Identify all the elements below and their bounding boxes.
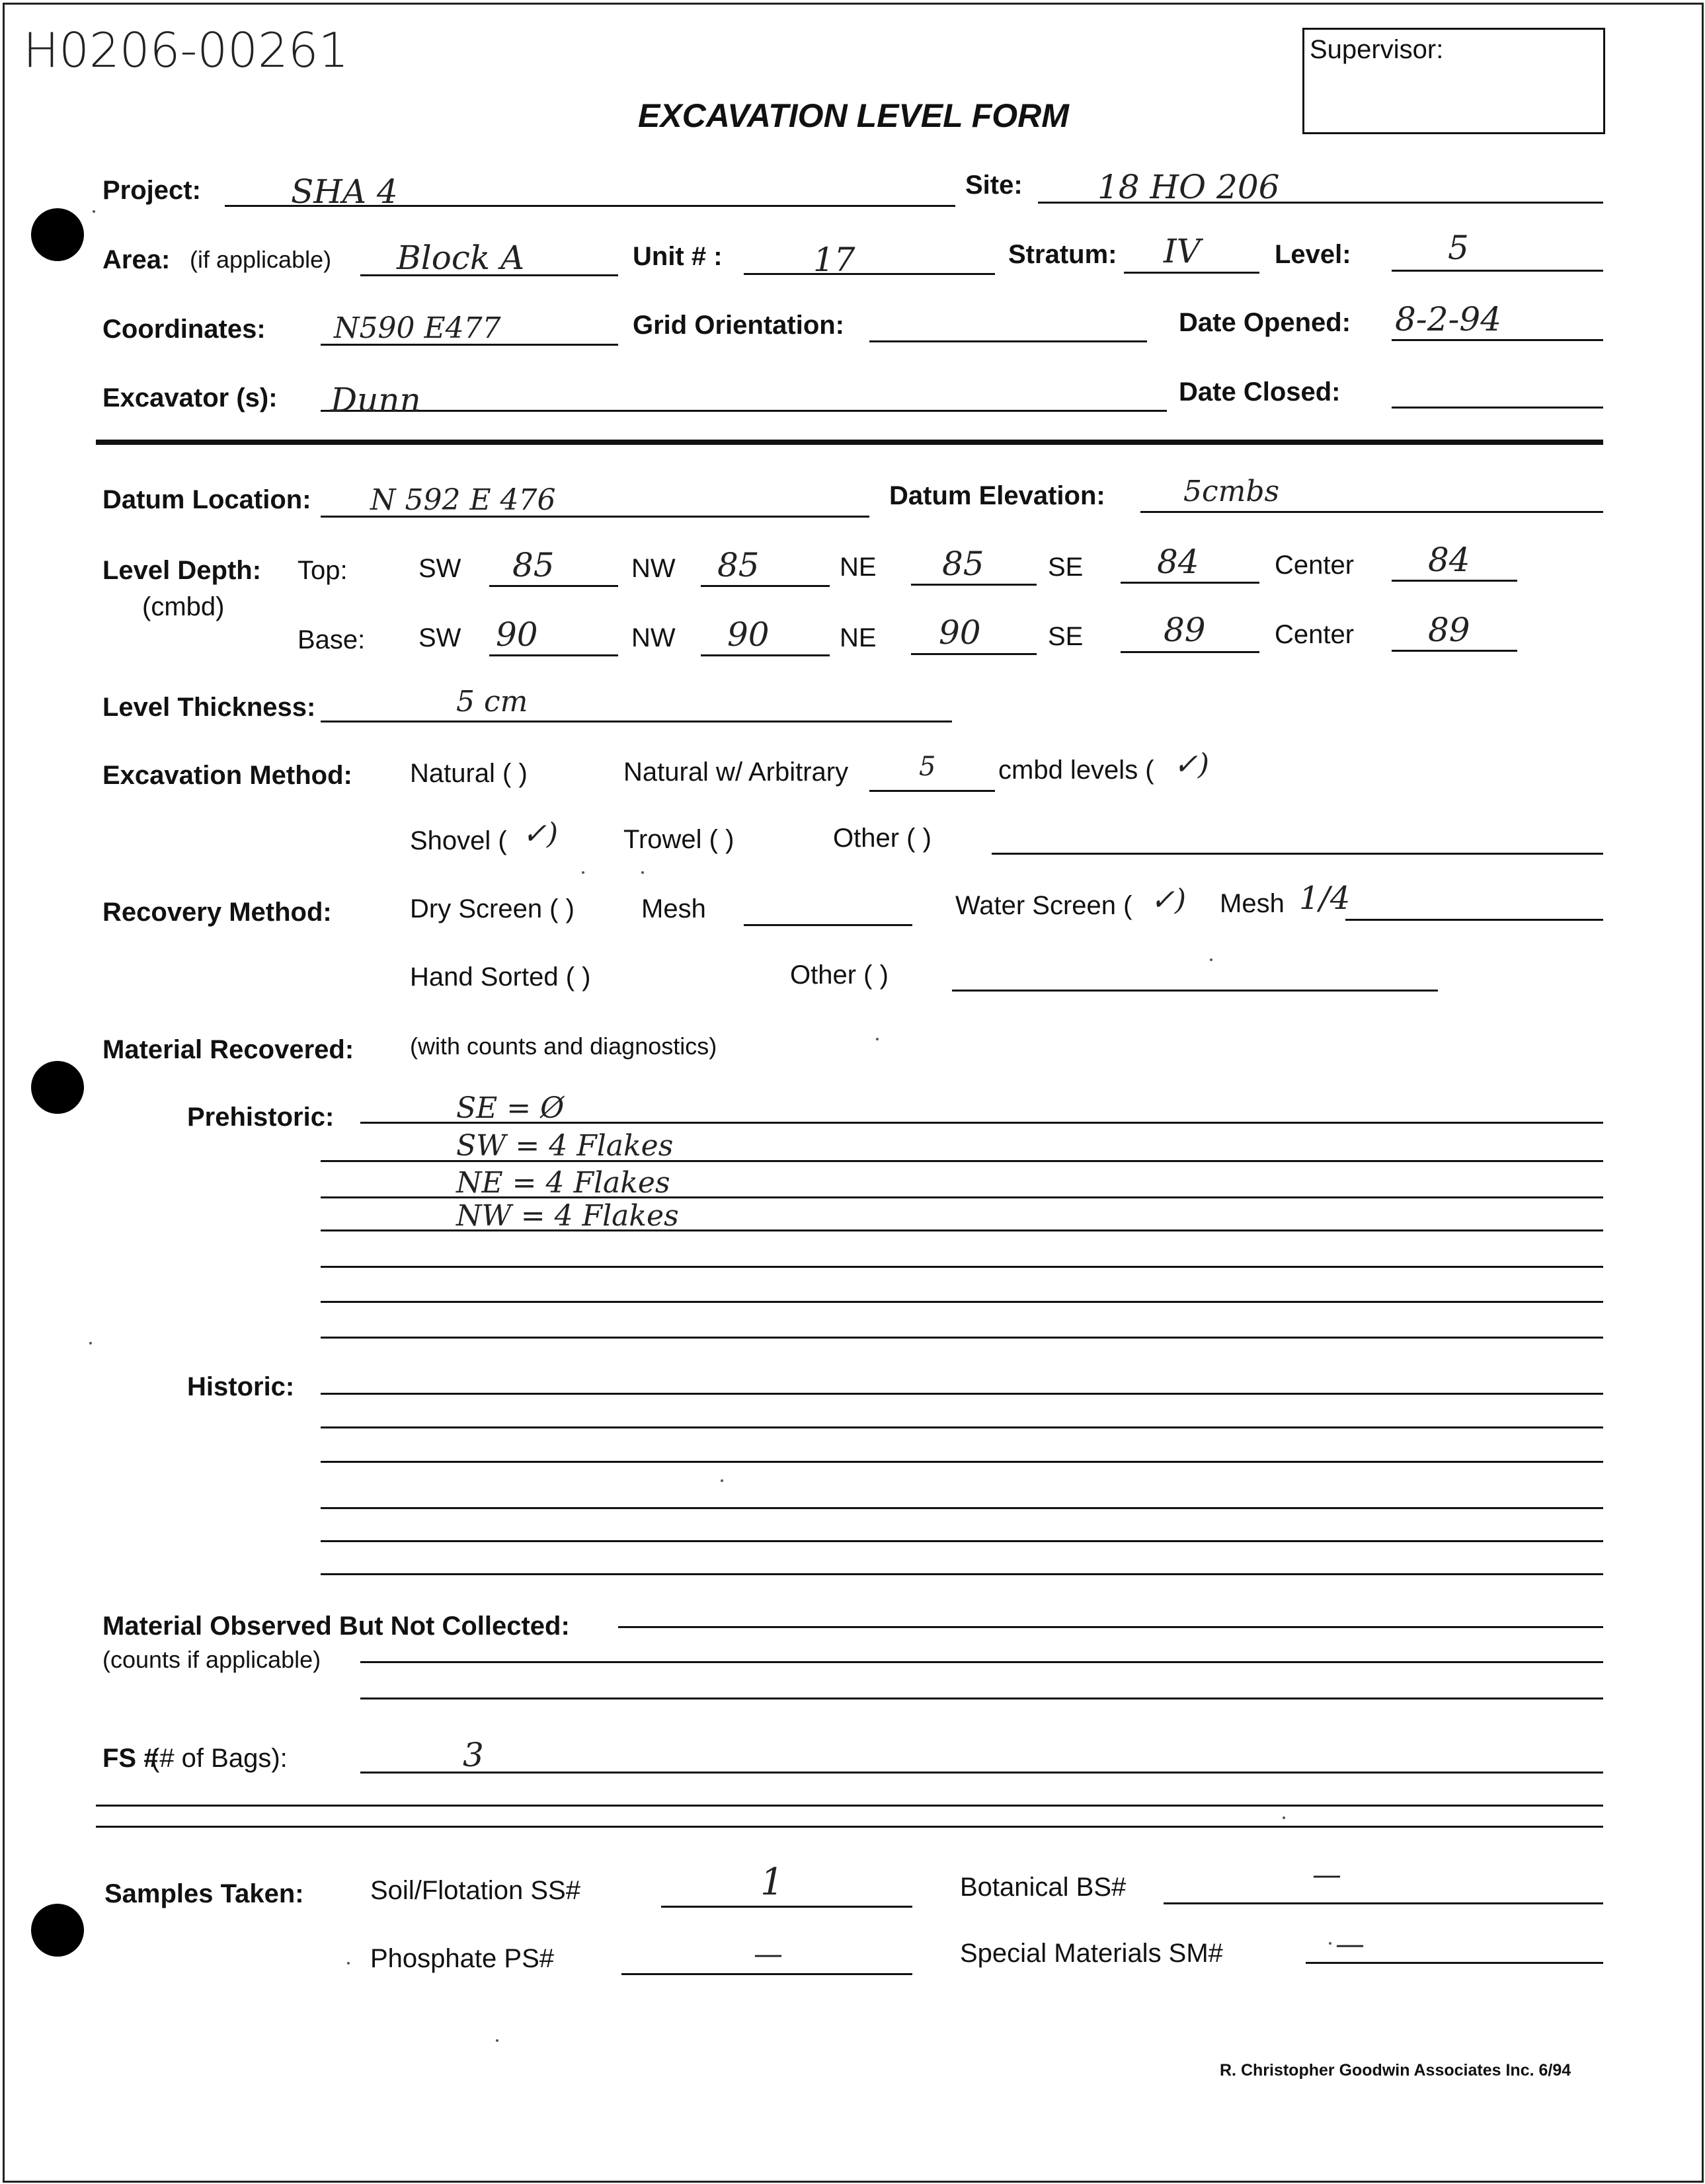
water-screen-option[interactable]: Water Screen ( <box>955 891 1132 920</box>
excavation-other-line <box>992 853 1603 855</box>
stratum-field-line <box>1124 272 1259 274</box>
base-se-line <box>1121 651 1259 653</box>
top-sw-label: SW <box>418 554 461 583</box>
dry-mesh-label: Mesh <box>641 894 706 923</box>
supervisor-box <box>1302 28 1605 134</box>
level-field-line <box>1392 270 1603 272</box>
prehistoric-entry[interactable]: SW = 4 Flakes <box>456 1129 674 1163</box>
soil-flotation-label: Soil/Flotation SS# <box>370 1876 580 1905</box>
historic-line-3 <box>321 1461 1603 1463</box>
material-observed-label: Material Observed But Not Collected: <box>102 1612 570 1641</box>
top-nw-value[interactable]: 85 <box>717 546 760 584</box>
prehistoric-entry[interactable]: NW = 4 Flakes <box>456 1199 679 1233</box>
cmbd-levels-label: cmbd levels ( <box>998 756 1154 785</box>
project-value[interactable]: SHA 4 <box>291 173 398 211</box>
scan-speck <box>876 1038 879 1040</box>
botanical-label: Botanical BS# <box>960 1873 1127 1902</box>
stratum-label: Stratum: <box>1008 240 1117 269</box>
prehistoric-line-5 <box>321 1266 1603 1268</box>
datum-elevation-label: Datum Elevation: <box>889 481 1105 510</box>
level-thickness-label: Level Thickness: <box>102 693 316 722</box>
base-ne-line <box>911 653 1037 655</box>
historic-line-5 <box>321 1540 1603 1542</box>
datum-location-label: Datum Location: <box>102 485 311 514</box>
top-sw-line <box>489 585 618 587</box>
document-id: H0206-00261 <box>23 22 349 78</box>
samples-taken-label: Samples Taken: <box>104 1879 304 1908</box>
datum-elevation-value[interactable]: 5cmbs <box>1183 475 1280 508</box>
level-thickness-field-line <box>321 721 952 722</box>
site-label: Site: <box>965 171 1023 200</box>
water-mesh-label: Mesh <box>1220 889 1285 918</box>
material-recovered-note: (with counts and diagnostics) <box>410 1033 717 1060</box>
top-ne-label: NE <box>840 553 877 582</box>
scan-speck <box>496 2039 498 2042</box>
historic-line-4 <box>321 1507 1603 1509</box>
natural-option[interactable]: Natural ( ) <box>410 759 528 788</box>
arbitrary-field-line <box>869 790 995 792</box>
coordinates-label: Coordinates: <box>102 315 266 344</box>
section-divider <box>96 440 1603 445</box>
fs-line-2 <box>96 1805 1603 1807</box>
special-materials-label: Special Materials SM# <box>960 1939 1223 1968</box>
excavation-other-option[interactable]: Other ( ) <box>833 824 932 853</box>
base-ne-label: NE <box>840 623 877 652</box>
punch-hole <box>31 1061 84 1114</box>
stratum-value[interactable]: IV <box>1164 232 1201 270</box>
special-materials-value[interactable]: — <box>1335 1928 1365 1961</box>
top-se-label: SE <box>1048 553 1084 582</box>
phosphate-value[interactable]: — <box>754 1937 783 1971</box>
water-mesh-value[interactable]: 1/4 <box>1299 880 1351 917</box>
date-opened-field-line <box>1392 339 1603 341</box>
top-center-value[interactable]: 84 <box>1428 541 1470 579</box>
recovery-other-line <box>952 990 1438 992</box>
scan-speck <box>582 871 584 874</box>
shovel-check[interactable]: ✓) <box>522 817 559 851</box>
recovery-other-option[interactable]: Other ( ) <box>790 960 889 990</box>
date-closed-label: Date Closed: <box>1179 377 1341 407</box>
area-sub-label: (if applicable) <box>190 246 332 273</box>
water-screen-check[interactable]: ✓) <box>1150 883 1187 917</box>
punch-hole <box>31 208 84 261</box>
base-se-value[interactable]: 89 <box>1164 611 1206 649</box>
base-nw-label: NW <box>631 623 676 652</box>
excavator-value[interactable]: Dunn <box>331 381 421 419</box>
area-label: Area: <box>102 245 171 274</box>
base-center-label: Center <box>1275 620 1355 649</box>
prehistoric-entry[interactable]: NE = 4 Flakes <box>456 1166 670 1200</box>
level-label: Level: <box>1275 240 1351 269</box>
scan-speck <box>721 1479 723 1482</box>
grid-orientation-field-line <box>869 340 1147 342</box>
hand-sorted-option[interactable]: Hand Sorted ( ) <box>410 962 591 992</box>
scan-speck <box>347 1962 350 1965</box>
material-observed-note: (counts if applicable) <box>102 1646 321 1673</box>
dry-screen-option[interactable]: Dry Screen ( ) <box>410 894 575 923</box>
footer-credit: R. Christopher Goodwin Associates Inc. 6/94 <box>1220 2061 1571 2080</box>
observed-line-2 <box>360 1661 1603 1663</box>
level-depth-label: Level Depth: <box>102 556 262 585</box>
excavator-label: Excavator (s): <box>102 383 278 412</box>
botanical-line <box>1164 1902 1603 1904</box>
scan-speck <box>641 871 644 874</box>
base-sw-label: SW <box>418 623 461 652</box>
top-ne-line <box>911 584 1037 586</box>
area-value[interactable]: Block A <box>397 239 525 277</box>
historic-line-2 <box>321 1426 1603 1428</box>
historic-label: Historic: <box>187 1372 295 1401</box>
top-nw-line <box>701 585 830 587</box>
arbitrary-value[interactable]: 5 <box>919 752 936 782</box>
datum-elevation-field-line <box>1140 511 1603 513</box>
soil-flotation-line <box>661 1906 912 1908</box>
phosphate-label: Phosphate PS# <box>370 1944 554 1973</box>
punch-hole <box>31 1904 84 1957</box>
scan-speck <box>93 210 95 213</box>
base-center-line <box>1392 650 1517 652</box>
unit-value[interactable]: 17 <box>813 241 855 279</box>
level-value[interactable]: 5 <box>1448 229 1469 267</box>
botanical-value[interactable]: — <box>1312 1858 1341 1892</box>
natural-arbitrary-option[interactable]: Natural w/ Arbitrary <box>623 758 849 787</box>
project-label: Project: <box>102 176 201 205</box>
unit-field-line <box>744 273 995 275</box>
base-label: Base: <box>297 625 366 654</box>
dry-mesh-line <box>744 924 912 926</box>
form-title: EXCAVATION LEVEL FORM <box>638 97 1069 134</box>
scan-speck <box>1329 1942 1331 1945</box>
recovery-method-label: Recovery Method: <box>102 898 332 927</box>
base-nw-line <box>701 654 830 656</box>
site-value[interactable]: 18 HO 206 <box>1097 168 1280 206</box>
prehistoric-line-7 <box>321 1337 1603 1339</box>
base-nw-value[interactable]: 90 <box>727 615 770 654</box>
date-opened-label: Date Opened: <box>1179 308 1351 337</box>
phosphate-line <box>621 1973 912 1975</box>
excavation-method-label: Excavation Method: <box>102 761 352 790</box>
grid-orientation-label: Grid Orientation: <box>633 311 844 340</box>
scan-speck <box>1283 1816 1285 1819</box>
fs-line-3 <box>96 1826 1603 1828</box>
top-se-line <box>1121 582 1259 584</box>
base-se-label: SE <box>1048 622 1084 651</box>
fs-field-line <box>360 1772 1603 1774</box>
supervisor-label: Supervisor: <box>1310 35 1444 64</box>
base-center-value[interactable]: 89 <box>1428 611 1470 649</box>
date-closed-field-line <box>1392 407 1603 409</box>
level-thickness-value[interactable]: 5 cm <box>456 685 528 719</box>
top-label: Top: <box>297 556 348 585</box>
top-se-value[interactable]: 84 <box>1157 543 1199 581</box>
top-center-line <box>1392 580 1517 582</box>
base-sw-line <box>489 654 618 656</box>
base-sw-value[interactable]: 90 <box>496 615 538 654</box>
prehistoric-entry[interactable]: SE = Ø <box>456 1091 565 1125</box>
cmbd-levels-check[interactable]: ✓) <box>1173 748 1210 781</box>
top-center-label: Center <box>1275 551 1355 580</box>
coordinates-value[interactable]: N590 E477 <box>334 311 501 345</box>
datum-location-value[interactable]: N 592 E 476 <box>370 483 556 517</box>
top-sw-value[interactable]: 85 <box>512 546 555 584</box>
special-materials-line <box>1306 1962 1603 1964</box>
excavator-field-line <box>321 410 1167 412</box>
historic-line-6 <box>321 1573 1603 1575</box>
historic-line-1 <box>321 1393 1603 1395</box>
material-recovered-label: Material Recovered: <box>102 1035 354 1064</box>
unit-label: Unit # : <box>633 242 723 271</box>
level-depth-unit: (cmbd) <box>142 592 225 621</box>
date-opened-value[interactable]: 8-2-94 <box>1395 300 1502 338</box>
fs-note: (# of Bags): <box>151 1744 288 1773</box>
fs-value[interactable]: 3 <box>463 1736 484 1774</box>
top-ne-value[interactable]: 85 <box>942 545 984 583</box>
fs-label: FS # <box>102 1744 159 1773</box>
top-nw-label: NW <box>631 554 676 583</box>
scan-speck <box>1210 958 1212 961</box>
base-ne-value[interactable]: 90 <box>939 613 981 652</box>
scan-speck <box>89 1342 92 1345</box>
observed-line-3 <box>360 1697 1603 1699</box>
prehistoric-line-6 <box>321 1301 1603 1303</box>
shovel-option[interactable]: Shovel ( <box>410 826 507 855</box>
soil-flotation-value[interactable]: 1 <box>760 1861 784 1904</box>
trowel-option[interactable]: Trowel ( ) <box>623 825 734 854</box>
water-mesh-line <box>1345 919 1603 921</box>
observed-line-1 <box>618 1626 1603 1628</box>
prehistoric-label: Prehistoric: <box>187 1103 335 1132</box>
